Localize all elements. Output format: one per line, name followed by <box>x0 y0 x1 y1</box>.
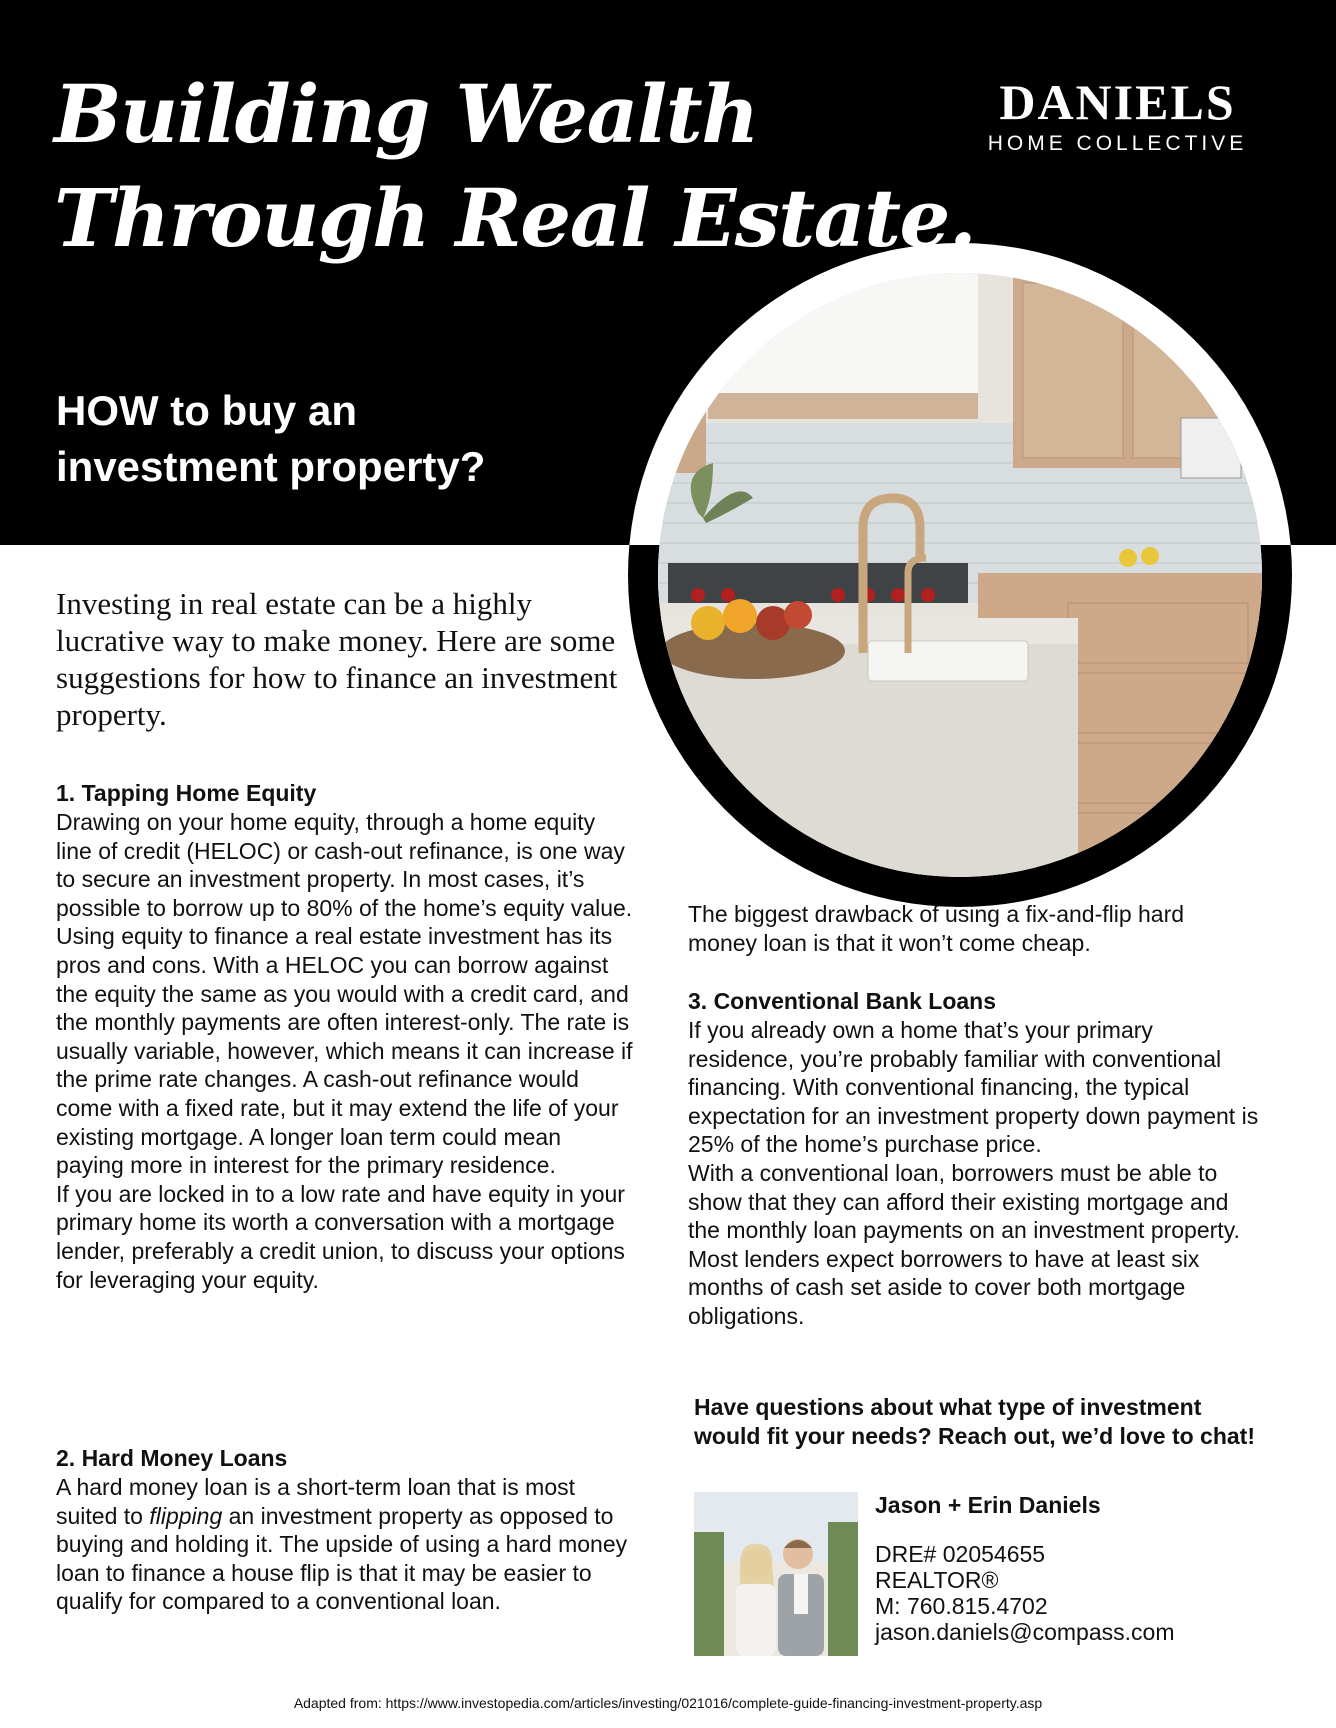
agent-phone: M: 760.815.4702 <box>875 1593 1048 1619</box>
call-to-action <box>694 1393 1324 1451</box>
section-3-title: 3. Conventional Bank Loans <box>688 988 996 1014</box>
kitchen-illustration <box>658 273 1262 877</box>
logo-subtitle: HOME COLLECTIVE <box>987 132 1248 155</box>
cta-line-1: Have questions about what type of investment <box>694 1394 1202 1420</box>
section-3-body <box>688 1016 1260 1331</box>
agent-name: Jason + Erin Daniels <box>875 1492 1101 1518</box>
subtitle-line-2: investment property? <box>56 443 486 490</box>
brand-logo <box>985 76 1250 156</box>
title-line-2: Through Real Estate. <box>54 171 976 265</box>
section-2-paragraph <box>56 1473 634 1616</box>
section-1-paragraph: If you are locked in to a low rate and have equity in your primary home its worth a conversation with a mortgage lender, preferably a credit union, to discuss your options for leveraging your equity. <box>56 1180 625 1293</box>
subtitle-line-1: HOW to buy an <box>56 387 357 434</box>
page-title <box>54 62 975 270</box>
title-line-1: Building Wealth <box>54 67 758 161</box>
agent-title: REALTOR® <box>875 1567 999 1593</box>
page-subtitle <box>56 383 485 495</box>
section-3-paragraph: With a conventional loan, borrowers must be able to show that they can afford their existing mortgage and the monthly loan payments on an investment property. Most lenders expect borrowers to have at least six months of cash set aside to cover both mortgage obligations. <box>688 1159 1240 1329</box>
section-1-paragraph: Using equity to finance a real estate investment has its pros and cons. With a HELOC you can borrow against the equity the same as you would with a credit card, and the monthly payments are often interest-only. The rate is usually variable, however, which means it can increase if the prime rate changes. A cash-out refinance would come with a fixed rate, but it may extend the life of your existing mortgage. A longer loan term could mean paying more in interest for the primary residence. <box>56 923 633 1179</box>
section-1-paragraph: Drawing on your home equity, through a home equity line of credit (HELOC) or cash-out refinance, is one way to secure an investment property. In most cases, it’s possible to borrow up to 80% of the home’s equity value. <box>56 809 633 921</box>
agent-contact <box>875 1541 1174 1645</box>
cta-line-2: would fit your needs? Reach out, we’d love to chat! <box>694 1423 1255 1449</box>
section-2-title: 2. Hard Money Loans <box>56 1445 288 1471</box>
kitchen-photo <box>658 273 1262 877</box>
section-2-text-start: A hard money loan is a short-term loan that is most suited to <box>56 1474 576 1529</box>
section-3-paragraph: If you already own a home that’s your primary residence, you’re probably familiar with conventional financing. With conventional financing, the typical expectation for an investment property down payment is 25% of the home’s purchase price. <box>688 1017 1259 1158</box>
section-2-continued-paragraph: The biggest drawback of using a fix-and-flip hard money loan is that it won’t come cheap. <box>688 901 1185 956</box>
section-1-title: 1. Tapping Home Equity <box>56 780 317 806</box>
agent-illustration <box>694 1492 858 1656</box>
kitchen-photo-frame <box>628 243 1292 907</box>
section-1-body <box>56 808 634 1294</box>
source-footnote: Adapted from: https://www.investopedia.com/articles/investing/021016/complete-guide-financing-investment-property.asp <box>293 1695 1043 1711</box>
section-2-text-end: an investment property as opposed to buying and holding it. The upside of using a hard money loan to finance a house flip is that it may be easier to qualify for compared to a conventional loan. <box>56 1502 628 1615</box>
agent-photo <box>694 1492 858 1656</box>
section-2-body <box>56 1473 634 1616</box>
agent-email: jason.daniels@compass.com <box>875 1619 1175 1645</box>
logo-brand: DANIELS <box>999 74 1236 130</box>
intro-text: Investing in real estate can be a highly lucrative way to make money. Here are some suggestions for how to finance an investment property. <box>56 586 618 732</box>
section-2-continued <box>688 900 1248 957</box>
section-2-emphasis: flipping <box>149 1502 223 1529</box>
agent-dre: DRE# 02054655 <box>875 1541 1046 1567</box>
